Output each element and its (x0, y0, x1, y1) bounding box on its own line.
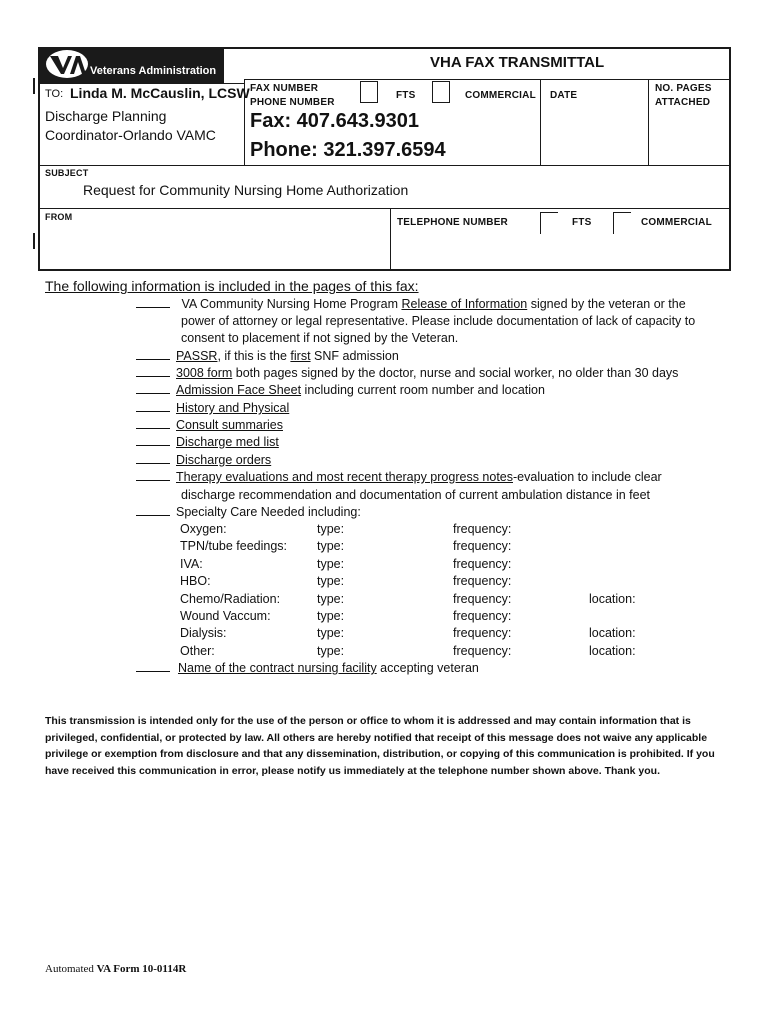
checklist-item-med-list: Discharge med list (136, 435, 279, 449)
checklist-item-passr: PASSR, if this is the first SNF admission (136, 349, 399, 363)
blank-line[interactable] (136, 454, 170, 464)
specialty-row: Chemo/Radiation: (180, 592, 281, 606)
specialty-location: location: (589, 644, 636, 658)
fts-label: FTS (396, 90, 416, 101)
from-label: FROM (45, 212, 73, 222)
checklist-item-therapy-l2: discharge recommendation and documentation of current ambulation distance in feet (181, 488, 651, 502)
confidentiality-notice: This transmission is intended only for the use of the person or office to whom it is addressed and may contain information that is privileged, confidential, or protected by law. All others are hereby notified that receipt of this message does not waive any applicable privilege or exemption from disclosure and that any dissemination, distribution, or copying of this communication is prohibited. If you have received this communication in error, please notify us immediately at the telephone number shown above. Thank you. (45, 715, 715, 777)
checklist-item-facility: Name of the contract nursing facility accepting veteran (136, 661, 479, 675)
pages-label-1: NO. PAGES (655, 83, 712, 94)
specialty-row: Dialysis: (180, 626, 227, 640)
specialty-frequency: frequency: (453, 522, 512, 536)
blank-line[interactable] (136, 367, 170, 377)
margin-mark (33, 78, 35, 94)
phone-number-label: PHONE NUMBER (250, 97, 335, 108)
specialty-frequency: frequency: (453, 574, 512, 588)
date-label: DATE (550, 90, 578, 101)
specialty-type: type: (317, 539, 345, 553)
specialty-location: location: (589, 592, 636, 606)
specialty-row: Wound Vaccum: (180, 609, 271, 623)
specialty-type: type: (317, 626, 345, 640)
blank-line[interactable] (136, 402, 170, 412)
title-divider (244, 79, 731, 80)
fax-number-value: Fax: 407.643.9301 (250, 110, 420, 132)
specialty-location: location: (589, 626, 636, 640)
commercial-checkbox[interactable] (432, 81, 450, 103)
margin-mark (33, 233, 35, 249)
blank-line[interactable] (136, 662, 170, 672)
commercial-label: COMMERCIAL (465, 90, 536, 101)
blank-line[interactable] (136, 506, 170, 516)
checklist-item-consult: Consult summaries (136, 418, 283, 432)
subject-label: SUBJECT (45, 168, 89, 178)
specialty-type: type: (317, 574, 345, 588)
subject-top-line (38, 165, 731, 166)
checklist-item-release: VA Community Nursing Home Program Release of Information signed by the veteran or the (136, 297, 686, 311)
from-commercial-label: COMMERCIAL (641, 217, 712, 228)
logo-divider (38, 83, 244, 84)
checklist-item-specialty: Specialty Care Needed including: (136, 505, 361, 519)
va-logo-icon (44, 48, 90, 80)
va-logo-bar (38, 47, 224, 83)
checklist-item-release-l3: consent to placement if not signed by the Veteran. (181, 331, 459, 345)
specialty-type: type: (317, 557, 345, 571)
to-label: TO: (45, 88, 64, 100)
checklist-item-history: History and Physical (136, 401, 289, 415)
phone-number-value: Phone: 321.397.6594 (250, 139, 446, 161)
blank-line[interactable] (136, 384, 170, 394)
date-divider (540, 79, 541, 165)
form-footer (45, 963, 186, 975)
specialty-type: type: (317, 644, 345, 658)
specialty-row: IVA: (180, 557, 203, 571)
specialty-frequency: frequency: (453, 644, 512, 658)
specialty-row: Oxygen: (180, 522, 227, 536)
checklist-item-release-l2: power of attorney or legal representative. Please include documentation of lack of capacity to (181, 314, 696, 328)
blank-line[interactable] (136, 419, 170, 429)
to-line2: Discharge Planning (45, 108, 167, 124)
blank-line[interactable] (136, 298, 170, 308)
specialty-type: type: (317, 522, 345, 536)
to-name: Linda M. McCauslin, LCSW (70, 85, 250, 101)
from-fts-label: FTS (572, 217, 592, 228)
checklist-item-therapy: Therapy evaluations and most recent therapy progress notes-evaluation to include clear (136, 470, 662, 484)
blank-line[interactable] (136, 350, 170, 360)
specialty-row: TPN/tube feedings: (180, 539, 288, 553)
pages-divider (648, 79, 649, 165)
blank-line[interactable] (136, 436, 170, 446)
from-fts-checkbox[interactable] (540, 212, 558, 234)
specialty-row: HBO: (180, 574, 211, 588)
specialty-type: type: (317, 592, 345, 606)
footer-prefix: Automated (45, 963, 97, 975)
from-commercial-checkbox[interactable] (613, 212, 631, 234)
specialty-row: Other: (180, 644, 215, 658)
specialty-frequency: frequency: (453, 592, 512, 606)
blank-line[interactable] (136, 471, 170, 481)
from-telephone-label: TELEPHONE NUMBER (397, 217, 508, 228)
from-top-line (38, 208, 731, 209)
specialty-frequency: frequency: (453, 626, 512, 640)
pages-label-2: ATTACHED (655, 97, 711, 108)
specialty-frequency: frequency: (453, 539, 512, 553)
org-name: Veterans Administration (90, 65, 217, 77)
specialty-frequency: frequency: (453, 609, 512, 623)
checklist-item-face-sheet: Admission Face Sheet including current room number and location (136, 383, 545, 397)
footer-form-number: VA Form 10-0114R (96, 963, 187, 975)
specialty-type: type: (317, 609, 345, 623)
from-divider (390, 208, 391, 271)
subject-value: Request for Community Nursing Home Authorization (83, 182, 409, 198)
checklist-item-3008: 3008 form both pages signed by the doctor, nurse and social worker, no older than 30 days (136, 366, 678, 380)
fax-number-label: FAX NUMBER (250, 83, 319, 94)
checklist-heading: The following information is included in the pages of this fax: (45, 278, 419, 294)
checklist-item-orders: Discharge orders (136, 453, 271, 467)
form-title: VHA FAX TRANSMITTAL (430, 54, 605, 71)
to-line3: Coordinator-Orlando VAMC (45, 127, 216, 143)
fts-checkbox[interactable] (360, 81, 378, 103)
specialty-frequency: frequency: (453, 557, 512, 571)
